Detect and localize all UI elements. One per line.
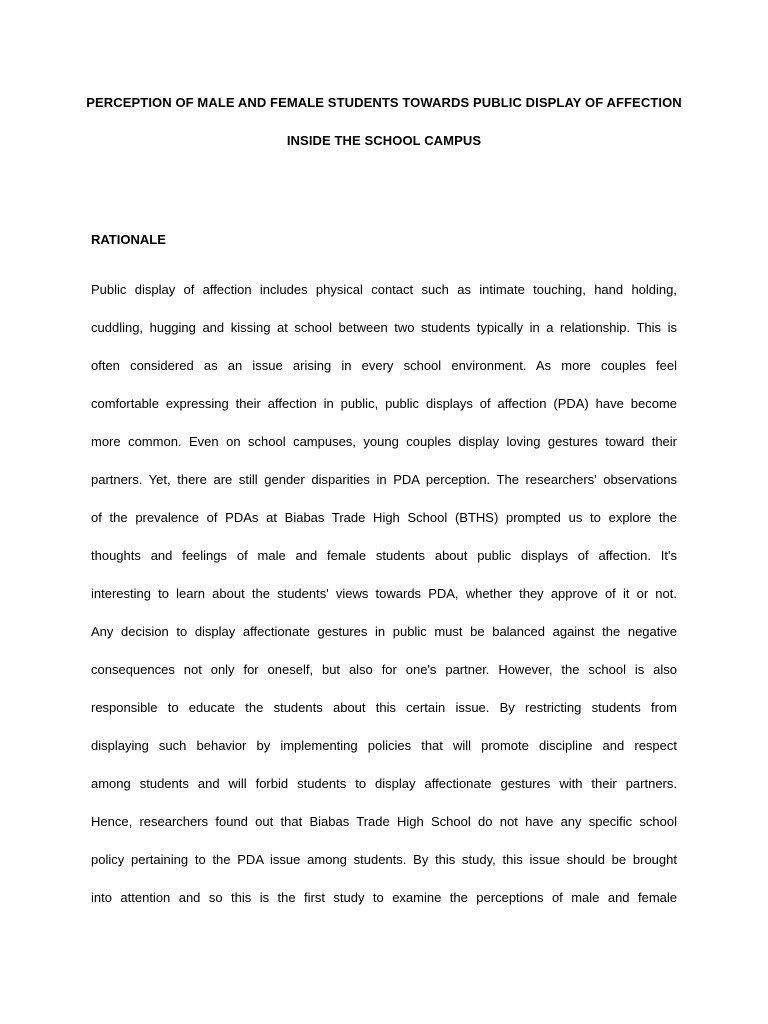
paragraph-line: thoughts and feelings of male and female students about public displays of affection. It's	[91, 548, 677, 563]
paragraph-line: comfortable expressing their affection in public, public displays of affection (PDA) have become	[91, 396, 677, 411]
paragraph-line: cuddling, hugging and kissing at school between two students typically in a relationship. This is	[91, 320, 677, 335]
paragraph-line: Public display of affection includes physical contact such as intimate touching, hand holding,	[91, 282, 677, 297]
paragraph-line: often considered as an issue arising in every school environment. As more couples feel	[91, 358, 677, 373]
paragraph-line: displaying such behavior by implementing policies that will promote discipline and respect	[91, 738, 677, 753]
paragraph-line: consequences not only for oneself, but also for one's partner. However, the school is also	[91, 662, 677, 677]
paragraph-line: responsible to educate the students about this certain issue. By restricting students from	[91, 700, 677, 715]
paragraph-line: into attention and so this is the first study to examine the perceptions of male and female	[91, 890, 677, 905]
paragraph-line: Hence, researchers found out that Biabas Trade High School do not have any specific school	[91, 814, 677, 829]
paragraph-line: more common. Even on school campuses, young couples display loving gestures toward their	[91, 434, 677, 449]
paragraph-line: of the prevalence of PDAs at Biabas Trade High School (BTHS) prompted us to explore the	[91, 510, 677, 525]
body-paragraph	[91, 280, 677, 926]
paragraph-line: interesting to learn about the students' views towards PDA, whether they approve of it or not.	[91, 586, 677, 601]
document-title-line-2: INSIDE THE SCHOOL CAMPUS	[286, 133, 482, 148]
section-heading: RATIONALE	[91, 232, 166, 247]
paragraph-line: among students and will forbid students to display affectionate gestures with their partners.	[91, 776, 677, 791]
paragraph-line: Any decision to display affectionate gestures in public must be balanced against the negative	[91, 624, 677, 639]
paragraph-line: partners. Yet, there are still gender disparities in PDA perception. The researchers' observations	[91, 472, 677, 487]
paragraph-line: policy pertaining to the PDA issue among students. By this study, this issue should be brought	[91, 852, 677, 867]
document-title-line-1: PERCEPTION OF MALE AND FEMALE STUDENTS TOWARDS PUBLIC DISPLAY OF AFFECTION	[86, 95, 682, 110]
